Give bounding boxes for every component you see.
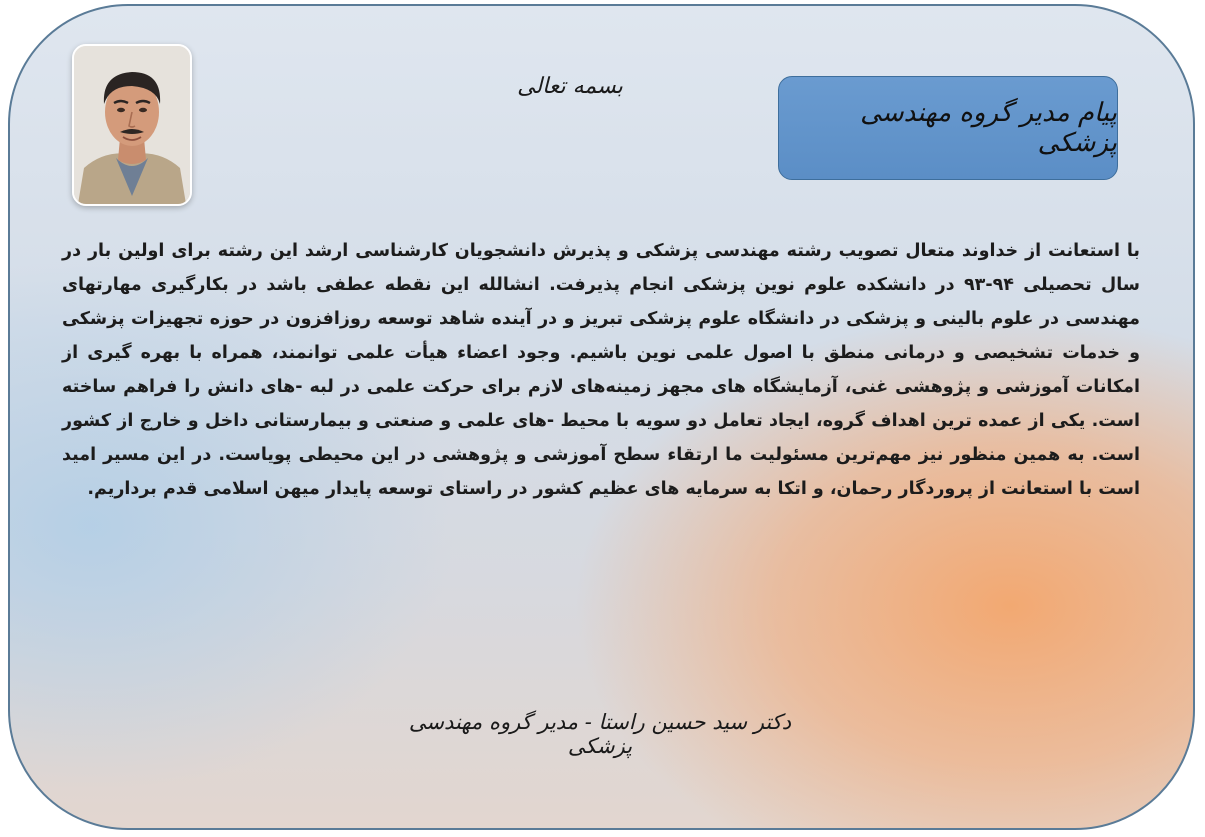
page-title: پیام مدیر گروه مهندسی پزشکی [860, 98, 1117, 158]
signature: دکتر سید حسین راستا - مدیر گروه مهندسی پزشکی [408, 710, 792, 758]
message-body: با استعانت از خداوند متعال تصویب رشته مهندسی پزشکی و پذیرش دانشجویان کارشناسی ارشد این رشته برای اولین بار در سال تحصیلی ۹۴-۹۳ در دانشکده علوم نوین پزشکی انجام پذیرفت. انشالله این نقطه عطفی باشد در بکارگیری مهارتهای مهندسی در علوم بالینی و پزشکی در دانشگاه علوم پزشکی تبریز و در آینده شاهد توسعه روزافزون در حوزه تجهیزات پزشکی و خدمات تشخیصی و درمانی منطق با اصول علمی نوین باشیم. وجود اعضاء هیأت علمی توانمند، همراه با بهره گیری از امکانات آموزشی و پژوهشی غنی، آزمایشگاه های مجهز زمینه‌های لازم برای حرکت علمی در لبه -های دانش را فراهم ساخته است. یکی از عمده ترین اهداف گروه، ایجاد تعامل دو سویه با محیط -های علمی و صنعتی و بیمارستانی داخل و خارج از کشور است. به همین منظور نیز مهم‌ترین مسئولیت ما ارتقاء سطح آموزشی و پژوهشی در این محیطی پویاست. در این مسیر امید است با استعانت از پروردگار رحمان، و اتکا به سرمایه های عظیم کشور در راستای توسعه پایدار میهن اسلامی قدم برداریم. [62, 241, 1140, 499]
title-box [778, 76, 1118, 180]
message-card [8, 4, 1195, 830]
basmala-heading: بسمه تعالی [517, 74, 623, 99]
director-photo [72, 44, 192, 206]
portrait-image [74, 46, 190, 204]
